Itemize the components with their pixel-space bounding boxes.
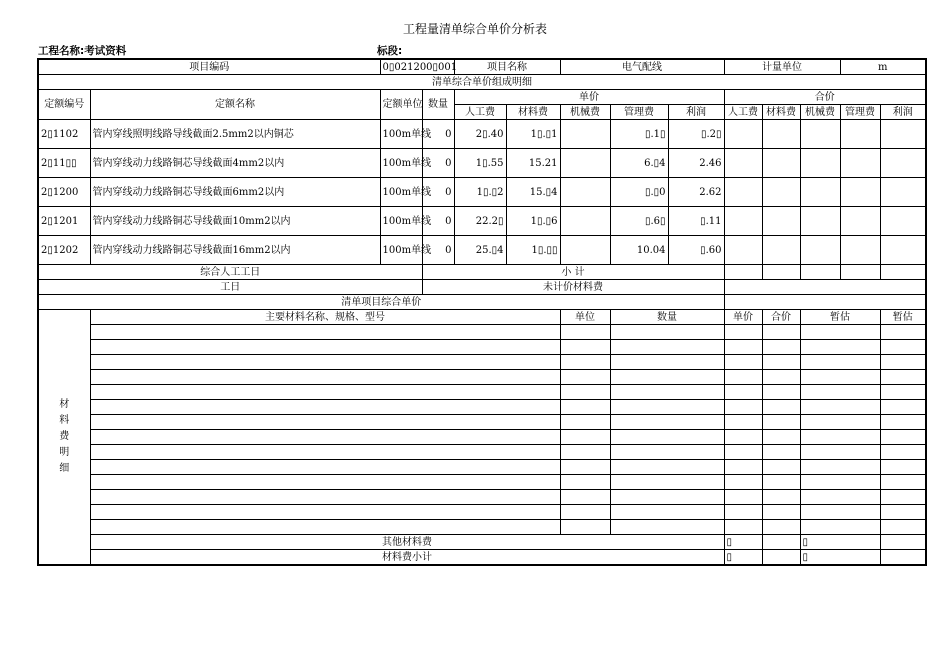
- quota-no: 2▯1200: [38, 178, 90, 207]
- workday-label: 工日: [38, 280, 422, 295]
- quota-qty: 0: [422, 207, 454, 236]
- machine-cost: [560, 207, 610, 236]
- col-labor: 人工费: [454, 105, 506, 120]
- quota-unit: 100m单线: [380, 149, 422, 178]
- summary-row: [38, 280, 926, 295]
- material-cost: 15.▯4: [506, 178, 560, 207]
- quota-qty: 0: [422, 236, 454, 265]
- col-quota-no: 定额编号: [38, 90, 90, 120]
- quota-no: 2▯1102: [38, 120, 90, 149]
- quota-name: 管内穿线动力线路铜芯导线截面4mm2以内: [90, 149, 380, 178]
- material-name-header: 主要材料名称、规格、型号: [90, 310, 560, 325]
- project-name-label: 工程名称:考试资料: [38, 45, 127, 57]
- col-total-labor: 人工费: [724, 105, 762, 120]
- material-total-header: 合价: [762, 310, 800, 325]
- col-quota-unit: 定额单位: [380, 90, 422, 120]
- quota-unit: 100m单线: [380, 178, 422, 207]
- col-machine: 机械费: [560, 105, 610, 120]
- quota-name: 管内穿线动力线路铜芯导线截面10mm2以内: [90, 207, 380, 236]
- table-row: [38, 207, 926, 236]
- summary-row: [38, 265, 926, 280]
- machine-cost: [560, 120, 610, 149]
- header-row: [38, 59, 926, 75]
- quota-unit: 100m单线: [380, 120, 422, 149]
- mgmt-cost: 6.▯4: [610, 149, 668, 178]
- section-label: 标段:: [377, 45, 403, 57]
- unpriced-material-label: 未计价材料费: [422, 280, 724, 295]
- labor-cost: 1▯.55: [454, 149, 506, 178]
- quota-unit: 100m单线: [380, 236, 422, 265]
- quota-qty: 0: [422, 120, 454, 149]
- col-quota-name: 定额名称: [90, 90, 380, 120]
- material-cost: 1▯.▯1: [506, 120, 560, 149]
- material-qty-header: 数量: [610, 310, 724, 325]
- machine-cost: [560, 236, 610, 265]
- quota-name: 管内穿线动力线路铜芯导线截面6mm2以内: [90, 178, 380, 207]
- other-material-est: ▯: [800, 535, 880, 550]
- group-title: 清单综合单价组成明细: [38, 75, 926, 90]
- labor-cost: 22.2▯: [454, 207, 506, 236]
- material-unit-price-header: 单价: [724, 310, 762, 325]
- material-subtotal-label: 材料费小计: [90, 550, 724, 566]
- composite-price-label: 清单项目综合单价: [38, 295, 724, 310]
- material-cost: 15.21: [506, 149, 560, 178]
- material-subtotal-price: ▯: [724, 550, 762, 566]
- quota-name: 管内穿线照明线路导线截面2.5mm2以内铜芯: [90, 120, 380, 149]
- project-code-label: 项目编码: [38, 59, 380, 75]
- material-subtotal-est: ▯: [800, 550, 880, 566]
- quota-name: 管内穿线动力线路铜芯导线截面16mm2以内: [90, 236, 380, 265]
- col-material: 材料费: [506, 105, 560, 120]
- quota-no: 2▯11▯▯: [38, 149, 90, 178]
- quota-unit: 100m单线: [380, 207, 422, 236]
- table-row: [38, 149, 926, 178]
- table-row: [38, 178, 926, 207]
- profit: 2.46: [668, 149, 724, 178]
- machine-cost: [560, 149, 610, 178]
- quota-qty: 0: [422, 178, 454, 207]
- summary-row: [38, 295, 926, 310]
- col-total-material: 材料费: [762, 105, 800, 120]
- col-total-machine: 机械费: [800, 105, 840, 120]
- profit: ▯.11: [668, 207, 724, 236]
- col-mgmt: 管理费: [610, 105, 668, 120]
- table-row: [38, 120, 926, 149]
- machine-cost: [560, 178, 610, 207]
- labor-cost: 2▯.40: [454, 120, 506, 149]
- col-total-profit: 利润: [880, 105, 926, 120]
- mgmt-cost: ▯.1▯: [610, 120, 668, 149]
- material-est2-header: 暂估: [880, 310, 926, 325]
- quota-no: 2▯1202: [38, 236, 90, 265]
- quota-no: 2▯1201: [38, 207, 90, 236]
- mgmt-cost: 10.04: [610, 236, 668, 265]
- col-total-mgmt: 管理费: [840, 105, 880, 120]
- quota-qty: 0: [422, 149, 454, 178]
- unit-label: 计量单位: [724, 59, 840, 75]
- col-total-price: 合价: [724, 90, 926, 105]
- unit-value: m: [840, 59, 926, 75]
- material-detail-side-label: 材 料 费 明 细: [38, 310, 90, 566]
- subtotal-label: 小 计: [422, 265, 724, 280]
- sheet-title: 工程量清单综合单价分析表: [402, 22, 547, 36]
- project-code-value: 0▯021200▯001: [380, 59, 454, 75]
- profit: 2.62: [668, 178, 724, 207]
- material-unit-header: 单位: [560, 310, 610, 325]
- profit: ▯.2▯: [668, 120, 724, 149]
- labor-cost: 25.▯4: [454, 236, 506, 265]
- project-name-value: 电气配线: [560, 59, 724, 75]
- col-profit: 利润: [668, 105, 724, 120]
- col-qty: 数量: [422, 90, 454, 120]
- mgmt-cost: ▯.6▯: [610, 207, 668, 236]
- other-material-price: ▯: [724, 535, 762, 550]
- project-name-label-cell: 项目名称: [454, 59, 560, 75]
- labor-cost: 1▯.▯2: [454, 178, 506, 207]
- labor-day-price-label: 综合人工工日: [38, 265, 422, 280]
- material-est1-header: 暂估: [800, 310, 880, 325]
- other-material-label: 其他材料费: [90, 535, 724, 550]
- material-cost: 1▯.▯6: [506, 207, 560, 236]
- table-row: [38, 236, 926, 265]
- mgmt-cost: ▯.▯0: [610, 178, 668, 207]
- col-unit-price: 单价: [454, 90, 724, 105]
- profit: ▯.60: [668, 236, 724, 265]
- analysis-table: [37, 58, 927, 566]
- material-cost: 1▯.▯▯: [506, 236, 560, 265]
